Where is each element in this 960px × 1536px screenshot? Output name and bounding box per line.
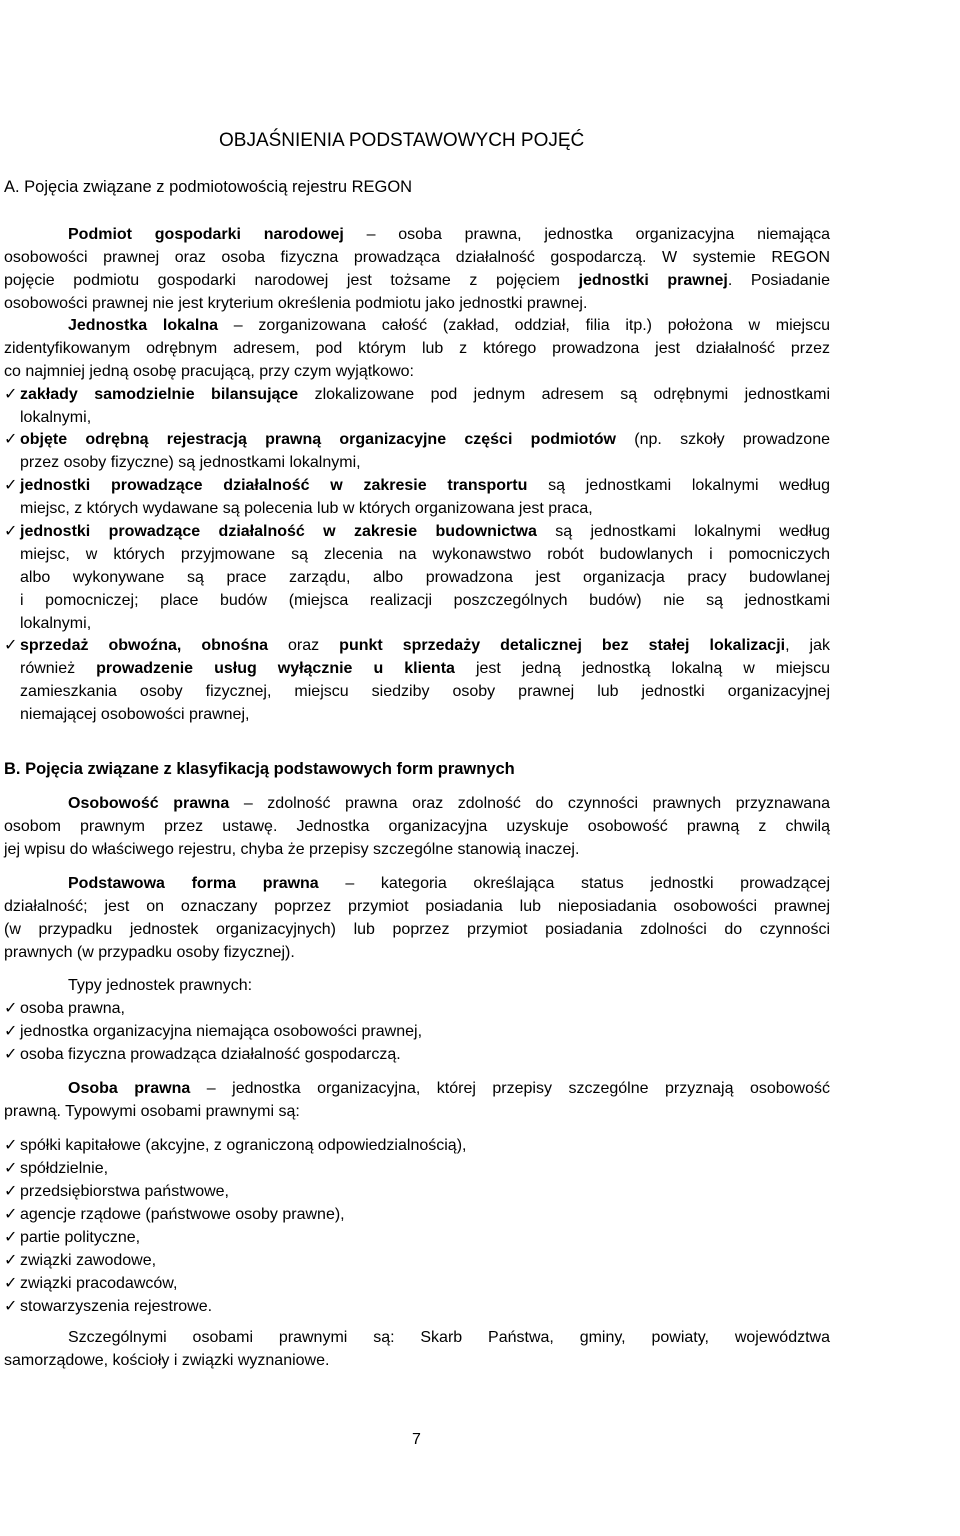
checklist-item — [4, 428, 831, 474]
term: Jednostka lokalna — [68, 317, 219, 334]
checklist — [4, 997, 830, 1066]
list-item: ✓ stowarzyszenia rejestrowe. — [20, 1295, 830, 1318]
page-number: 7 — [412, 1431, 421, 1448]
types-intro: Typy jednostek prawnych: — [68, 977, 253, 994]
text-line: lokalnymi, — [20, 615, 92, 632]
text-line: osobowości prawnej nie jest kryterium określenia podmiotu jako jednostki prawnej. — [4, 295, 588, 312]
text-line: działalność; jest on oznaczany poprzez przymiot posiadania lub nieposiadania osobowości prawnej — [4, 898, 830, 915]
paragraph-szczegolne-osoby — [4, 1326, 830, 1372]
text-line: lokalnymi, — [20, 409, 92, 426]
check-icon: ✓ — [4, 1137, 18, 1154]
check-icon: ✓ — [4, 431, 18, 448]
text-line: zakłady samodzielnie bilansujące zlokalizowane pod jednym adresem są odrębnymi jednostkami — [20, 386, 830, 403]
section-a-heading: A. Pojęcia związane z podmiotowością rejestru REGON — [4, 178, 413, 196]
checklist-item — [4, 383, 830, 429]
list-item: ✓ przedsiębiorstwa państwowe, — [20, 1180, 830, 1203]
paragraph-forma-prawna — [4, 872, 830, 964]
list-item: ✓ związki pracodawców, — [20, 1272, 830, 1295]
check-icon: ✓ — [4, 1160, 18, 1177]
check-icon: ✓ — [4, 477, 18, 494]
text-line: Jednostka lokalna – zorganizowana całość (zakład, oddział, filia itp.) położona w miejscu — [68, 317, 830, 334]
checklist-item — [4, 634, 831, 726]
check-icon: ✓ — [4, 386, 18, 403]
list-item: ✓ jednostka organizacyjna niemająca osobowości prawnej, — [20, 1020, 830, 1043]
text-line: Osobowość prawna – zdolność prawna oraz zdolność do czynności prawnych przyznawana — [68, 795, 830, 812]
list-item: ✓ spółki kapitałowe (akcyjne, z ograniczoną odpowiedzialnością), — [20, 1134, 830, 1157]
check-icon: ✓ — [4, 1298, 18, 1315]
text-line: osobowości prawnej oraz osoba fizyczna prowadząca działalność gospodarczą. W systemie REGON — [4, 249, 830, 266]
text-line: objęte odrębną rejestracją prawną organizacyjne części podmiotów (np. szkoły prowadzone — [20, 431, 831, 448]
list-item: ✓ związki zawodowe, — [20, 1249, 830, 1272]
text-line: albo wykonywane są prace zarządu, albo prowadzona jest organizacja pracy budowlanej — [20, 569, 830, 586]
paragraph-podmiot — [4, 223, 830, 315]
term: Podmiot gospodarki narodowej — [68, 226, 344, 243]
text-line: i pomocniczej; place budów (miejsca realizacji poszczególnych budów) nie są jednostkami — [20, 592, 830, 609]
text-line: jednostki prowadzące działalność w zakresie transportu są jednostkami lokalnymi według — [20, 477, 830, 494]
check-icon: ✓ — [4, 1252, 18, 1269]
paragraph-jednostka-lokalna — [4, 314, 830, 383]
check-icon: ✓ — [4, 1275, 18, 1292]
text-line: Podstawowa forma prawna – kategoria określająca status jednostki prowadzącej — [68, 875, 830, 892]
term: Osobowość prawna — [68, 795, 230, 812]
text-line: Szczególnymi osobami prawnymi są: Skarb Państwa, gminy, powiaty, województwa — [68, 1329, 830, 1346]
text-line: jednostki prowadzące działalność w zakresie budownictwa są jednostkami lokalnymi według — [20, 523, 830, 540]
term: Osoba prawna — [68, 1080, 191, 1097]
section-b-heading: B. Pojęcia związane z klasyfikacją podstawowych form prawnych — [4, 760, 515, 778]
paragraph-osobowosc-prawna — [4, 792, 830, 861]
checklist-item — [4, 520, 830, 635]
text-line: osobom prawnym przez ustawę. Jednostka organizacyjna uzyskuje osobowość prawną z chwilą — [4, 818, 830, 835]
page-title: OBJAŚNIENIA PODSTAWOWYCH POJĘĆ — [219, 130, 585, 151]
checklist-item — [4, 474, 830, 520]
text-line: samorządowe, kościoły i związki wyznaniowe. — [4, 1352, 330, 1369]
text-line: Podmiot gospodarki narodowej – osoba prawna, jednostka organizacyjna niemająca — [68, 226, 831, 243]
text-line: co najmniej jedną osobę pracującą, przy czym wyjątkowo: — [4, 363, 414, 380]
check-icon: ✓ — [4, 637, 18, 654]
list-item: ✓ osoba fizyczna prowadząca działalność gospodarczą. — [20, 1043, 830, 1066]
check-icon: ✓ — [4, 1000, 18, 1017]
checklist — [4, 1134, 830, 1318]
text-line: pojęcie podmiotu gospodarki narodowej jest tożsame z pojęciem jednostki prawnej. Posiadanie — [4, 272, 831, 289]
check-icon: ✓ — [4, 1046, 18, 1063]
paragraph-osoba-prawna — [4, 1077, 830, 1123]
list-item: ✓ partie polityczne, — [20, 1226, 830, 1249]
text-line: prawną. Typowymi osobami prawnymi są: — [4, 1103, 300, 1120]
text-line: jej wpisu do właściwego rejestru, chyba że przepisy szczególne stanowią inaczej. — [4, 841, 580, 858]
check-icon: ✓ — [4, 1206, 18, 1223]
text-line: zamieszkania osoby fizycznej, miejscu siedziby osoby prawnej lub jednostki organizacyjnej — [20, 683, 830, 700]
check-icon: ✓ — [4, 523, 18, 540]
list-item: ✓ agencje rządowe (państwowe osoby prawne), — [20, 1203, 830, 1226]
text-line: miejsc, w których przyjmowane są zlecenia na wykonawstwo robót budowlanych i pomocniczych — [20, 546, 830, 563]
text-line: (w przypadku jednostek organizacyjnych) lub poprzez przymiot posiadania zdolności do czynności — [4, 921, 830, 938]
list-item: ✓ osoba prawna, — [20, 997, 830, 1020]
check-icon: ✓ — [4, 1023, 18, 1040]
text-line: Osoba prawna – jednostka organizacyjna, której przepisy szczególne przyznają osobowość — [68, 1080, 831, 1097]
text-line: sprzedaż obwoźna, obnośna oraz punkt sprzedaży detalicznej bez stałej lokalizacji, jak — [20, 637, 831, 654]
text-line: miejsc, z których wydawane są polecenia lub w których organizowana jest praca, — [20, 500, 593, 517]
text-line: również prowadzenie usług wyłącznie u klienta jest jedną jednostką lokalną w miejscu — [20, 660, 831, 677]
text-line: zidentyfikowanym odrębnym adresem, pod którym lub z którego prowadzona jest działalność przez — [4, 340, 830, 357]
term: Podstawowa forma prawna — [68, 875, 319, 892]
check-icon: ✓ — [4, 1229, 18, 1246]
list-item: ✓ spółdzielnie, — [20, 1157, 830, 1180]
check-icon: ✓ — [4, 1183, 18, 1200]
text-line: niemającej osobowości prawnej, — [20, 706, 250, 723]
text-line: przez osoby fizyczne) są jednostkami lokalnymi, — [20, 454, 361, 471]
text-line: prawnych (w przypadku osoby fizycznej). — [4, 944, 295, 961]
